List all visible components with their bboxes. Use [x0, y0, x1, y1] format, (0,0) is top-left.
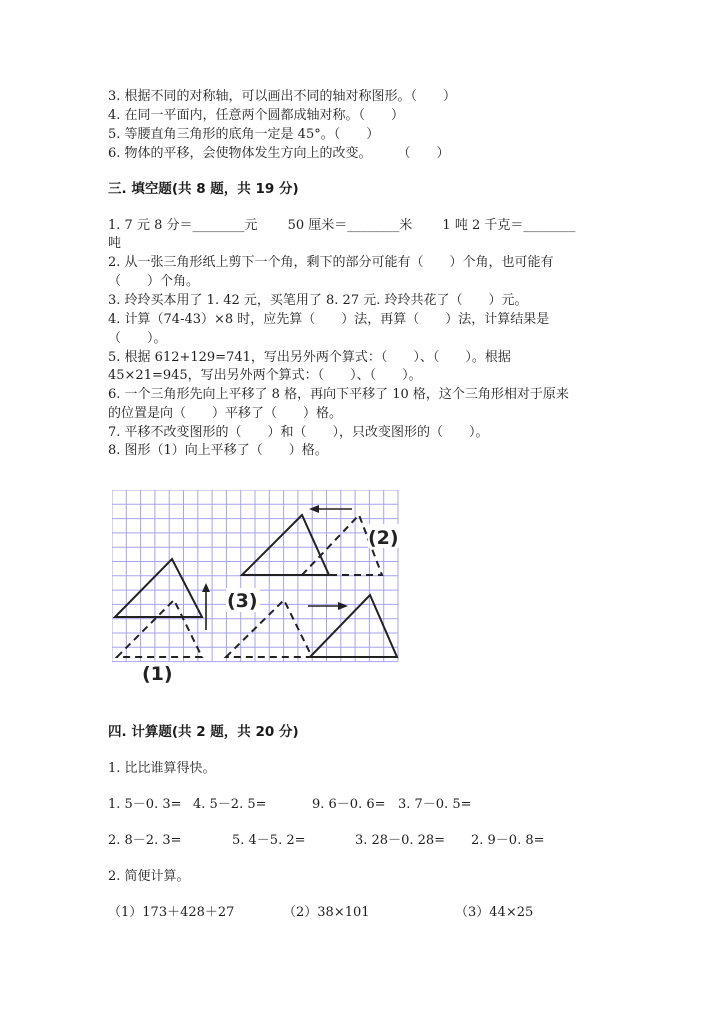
calc-item-5: 2. 8－2. 3=: [108, 833, 182, 848]
simplify-item-3: （3）44×25: [455, 905, 534, 920]
triangle-1-translated: [117, 600, 202, 657]
fill-item-8: 8. 图形（1）向上平移了（ ）格。: [108, 443, 328, 458]
fill-item-4-cont: （ ）。: [108, 331, 167, 346]
calc-q1-title: 1. 比比谁算得快。: [108, 761, 216, 776]
simplify-item-2: （2）38×101: [283, 905, 370, 920]
fill-item-6-cont: 的位置是向（ ）平移了（ ）格。: [108, 406, 343, 421]
calc-item-8: 2. 9－0. 8=: [471, 833, 545, 848]
fill-item-1-cont: 吨: [108, 236, 122, 251]
calc-item-6: 5. 4－5. 2=: [232, 833, 306, 848]
fill-item-4: 4. 计算（74-43）×8 时，应先算（ ）法，再算（ ）法，计算结果是: [108, 312, 550, 327]
section-4-heading: 四. 计算题(共 2 题，共 20 分): [108, 724, 299, 740]
fill-item-2-cont: （ ）个角。: [108, 274, 200, 289]
fill-item-5: 5. 根据 612+129=741，写出另外两个算式：（ ）、（ ）。根据: [108, 350, 511, 365]
triangle-1: [115, 559, 202, 617]
label-2: (2): [368, 527, 399, 549]
judgement-item-4: 4. 在同一平面内，任意两个圆都成轴对称。（ ）: [108, 108, 405, 123]
arrow-up-head: [202, 583, 210, 592]
calc-item-3: 9. 6－0. 6=: [312, 797, 386, 812]
section-3-heading: 三. 填空题(共 8 题，共 19 分): [108, 181, 299, 197]
fill-item-3: 3. 玲玲买本用了 1. 42 元，买笔用了 8. 27 元. 玲玲共花了（ ）元。: [108, 293, 528, 308]
fill-item-1: 1. 7 元 8 分＝________元 50 厘米＝________米 1 吨 2 千克＝________: [108, 218, 576, 233]
calc-item-2: 4. 5－2. 5=: [193, 797, 267, 812]
fill-item-6: 6. 一个三角形先向上平移了 8 格，再向下平移了 10 格，这个三角形相对于原来: [108, 387, 569, 402]
arrow-right-head: [338, 602, 348, 610]
judgement-item-5: 5. 等腰直角三角形的底角一定是 45°。（ ）: [108, 127, 380, 142]
calc-item-4: 3. 7－0. 5=: [398, 797, 472, 812]
calc-item-7: 3. 28－0. 28=: [355, 833, 446, 848]
translation-grid-figure: [112, 490, 400, 684]
simplify-item-1: （1）173＋428＋27: [108, 905, 235, 920]
judgement-item-3: 3. 根据不同的对称轴，可以画出不同的轴对称图形。（ ）: [108, 89, 457, 104]
fill-item-2: 2. 从一张三角形纸上剪下一个角，剩下的部分可能有（ ）个角，也可能有: [108, 255, 554, 270]
calc-q2-title: 2. 简便计算。: [108, 869, 190, 884]
fill-item-5-cont: 45×21=945，写出另外两个算式：（ ）、（ ）。: [108, 368, 422, 383]
label-3: (3): [227, 590, 258, 612]
label-1: (1): [142, 663, 173, 684]
fill-item-7: 7. 平移不改变图形的（ ）和（ ），只改变图形的（ ）。: [108, 425, 489, 440]
calc-item-1: 1. 5－0. 3=: [108, 797, 182, 812]
arrow-left-head: [309, 505, 319, 513]
judgement-item-6: 6. 物体的平移，会使物体发生方向上的改变。 （ ）: [108, 146, 450, 161]
